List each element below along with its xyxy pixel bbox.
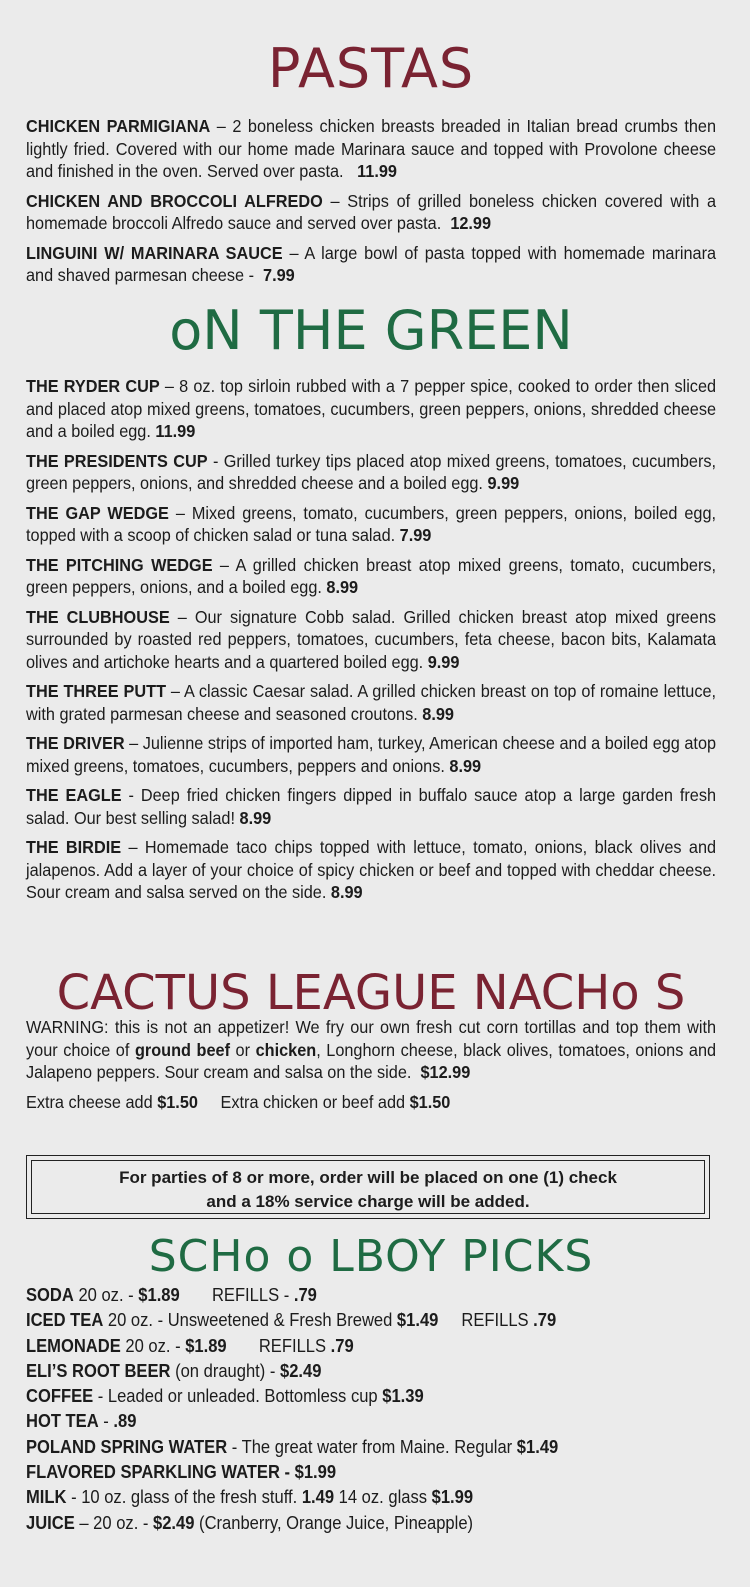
drink-price: $1.49 <box>516 1436 559 1457</box>
extra-cheese-label: Extra cheese add <box>26 1091 158 1112</box>
refill-label: REFILLS <box>461 1310 534 1331</box>
item-price: 8.99 <box>330 882 363 902</box>
item-desc: – Mixed greens, tomato, cucumbers, green peppers, onions, boiled egg, topped with a scoop of chicken salad or tuna salad. <box>26 502 717 545</box>
drink-price: $1.89 <box>185 1335 227 1356</box>
drink-price-2: $1.99 <box>431 1487 474 1508</box>
drink-desc: – 20 oz. - <box>74 1512 154 1533</box>
item-desc: - Deep fried chicken fingers dipped in buffalo sauce atop a large garden fresh salad. Our best selling salad! <box>26 785 717 828</box>
green-list <box>26 375 716 911</box>
nachos-option-beef: ground beef <box>134 1039 231 1060</box>
refill-label: REFILLS - <box>211 1285 294 1305</box>
nachos-title: CACTUS LEAGUE NACHo S <box>56 965 686 1021</box>
drink-price: $2.49 <box>280 1360 322 1381</box>
item-name: THE PRESIDENTS CUP <box>26 450 208 471</box>
drink-price: 1.49 <box>301 1487 335 1508</box>
menu-item <box>26 242 716 287</box>
refill-price: .79 <box>293 1285 317 1305</box>
item-price: 8.99 <box>239 807 272 828</box>
nachos-desc <box>26 1016 716 1084</box>
drink-row-hot-tea <box>26 1409 707 1434</box>
drink-desc: 20 oz. - <box>120 1335 186 1356</box>
drink-row-juice <box>26 1511 707 1536</box>
menu-item <box>26 450 716 495</box>
item-name: CHICKEN PARMIGIANA <box>26 116 211 136</box>
nachos-option-chicken: chicken <box>255 1039 317 1060</box>
item-name: THE PITCHING WEDGE <box>26 554 213 575</box>
item-desc: – Homemade taco chips topped with lettuce, tomato, onions, black olives and jalapenos. Add a layer of your choice of spicy chicken or beef and topped with cheddar cheese. Sour cream and salsa served on the side. <box>26 837 717 902</box>
item-desc: – Our signature Cobb salad. Grilled chicken breast atop mixed greens surrounded by roasted red peppers, tomatoes, cucumbers, feta cheese, bacon bits, Kalamata olives and artichoke hearts and a quartered boiled egg. <box>26 606 717 672</box>
drink-name: ICED TEA <box>26 1310 104 1331</box>
refill-price: .79 <box>533 1310 557 1331</box>
menu-item <box>26 502 716 547</box>
drink-name: POLAND SPRING WATER <box>26 1436 228 1457</box>
drink-desc: 20 oz. - Unsweetened & Fresh Brewed <box>103 1310 397 1331</box>
drink-price: .89 <box>113 1411 137 1432</box>
nachos-block <box>26 1016 716 1120</box>
item-price: 11.99 <box>155 421 196 441</box>
menu-item <box>26 190 716 235</box>
drink-row-coffee <box>26 1384 707 1409</box>
item-price: 8.99 <box>422 703 454 724</box>
item-price: 8.99 <box>449 755 482 776</box>
drink-row-poland-spring <box>26 1435 707 1460</box>
nachos-desc-a: WARNING: this is not an appetizer! We fry our own fresh cut corn tortillas and top them with your choice of <box>26 1017 717 1060</box>
notice-line-1: For parties of 8 or more, order will be placed on one (1) check <box>119 1168 617 1187</box>
item-name: THE EAGLE <box>26 785 122 805</box>
extra-cheese-price: $1.50 <box>157 1091 198 1112</box>
drink-row-soda <box>26 1283 707 1308</box>
item-price: 11.99 <box>357 161 397 181</box>
item-desc: – A large bowl of pasta topped with homemade marinara and shaved parmesan cheese - <box>26 242 717 285</box>
menu-item <box>26 680 716 725</box>
party-notice-box <box>26 1155 710 1219</box>
drink-name: JUICE <box>26 1512 75 1533</box>
item-desc: – Strips of grilled boneless chicken covered with a homemade broccoli Alfredo sauce and served over pasta. <box>26 190 717 233</box>
drink-desc: - <box>98 1411 114 1432</box>
item-name: THE GAP WEDGE <box>26 502 169 523</box>
drink-row-root-beer <box>26 1359 707 1384</box>
drink-desc: - Leaded or unleaded. Bottomless cup <box>93 1386 383 1407</box>
drink-desc-2: 14 oz. glass <box>334 1487 432 1508</box>
item-desc: – 8 oz. top sirloin rubbed with a 7 pepper spice, cooked to order then sliced and placed atop mixed greens, tomatoes, cucumbers, green peppers, onions, shredded cheese and a boiled egg. <box>26 376 717 441</box>
item-desc: – 2 boneless chicken breasts breaded in Italian bread crumbs then lightly fried. Covered with our home made Marinara sauce and topped with Provolone cheese and finished in the oven. Served over pasta. <box>26 116 717 181</box>
drink-price: $1.49 <box>396 1310 439 1331</box>
drink-desc: - <box>279 1462 295 1483</box>
schoolboy-picks-title: SCHo o LBOY PICKS <box>148 1231 594 1282</box>
item-name: THE CLUBHOUSE <box>26 606 170 627</box>
drink-row-iced-tea <box>26 1308 707 1333</box>
drink-desc: 20 oz. - <box>73 1285 139 1305</box>
drink-price: $1.99 <box>294 1462 337 1483</box>
drink-name: HOT TEA <box>26 1411 99 1432</box>
item-price: 8.99 <box>326 577 359 597</box>
drink-name: LEMONADE <box>26 1335 121 1356</box>
item-price: 7.99 <box>399 525 432 545</box>
nachos-desc-b: , Longhorn cheese, black olives, tomatoes, onions and Jalapeno peppers. Sour cream and salsa on the side. <box>26 1039 717 1082</box>
item-price: 9.99 <box>427 651 460 672</box>
item-name: THE RYDER CUP <box>26 376 160 396</box>
nachos-price: $12.99 <box>420 1062 471 1082</box>
drink-name: SODA <box>26 1285 74 1305</box>
drink-price: $1.39 <box>382 1386 424 1407</box>
drink-price: $2.49 <box>153 1512 195 1533</box>
item-name: THE DRIVER <box>26 733 125 753</box>
menu-item <box>26 732 716 777</box>
item-name: THE BIRDIE <box>26 837 122 857</box>
extra-meat-label: Extra chicken or beef add <box>220 1091 410 1112</box>
drink-name: FLAVORED SPARKLING WATER <box>26 1462 280 1483</box>
item-name: CHICKEN AND BROCCOLI ALFREDO <box>26 190 323 211</box>
menu-item <box>26 554 716 599</box>
item-desc: – A classic Caesar salad. A grilled chicken breast on top of romaine lettuce, with grated parmesan cheese and seasoned croutons. <box>26 681 717 724</box>
menu-item <box>26 784 716 829</box>
refill-price: .79 <box>330 1335 354 1356</box>
drink-flavors: (Cranberry, Orange Juice, Pineapple) <box>194 1512 474 1533</box>
on-the-green-title: oN THE GREEN <box>169 299 573 362</box>
refill-label: REFILLS <box>258 1335 331 1356</box>
item-price: 12.99 <box>450 213 492 233</box>
item-price: 7.99 <box>263 265 295 285</box>
drink-desc: - 10 oz. glass of the fresh stuff. <box>66 1487 302 1508</box>
notice-line-2: and a 18% service charge will be added. <box>206 1192 530 1211</box>
pastas-list <box>26 115 716 294</box>
menu-item <box>26 606 716 674</box>
drink-name: COFFEE <box>26 1386 94 1407</box>
nachos-extras <box>26 1091 716 1114</box>
drink-row-sparkling-water <box>26 1460 707 1485</box>
drink-price: $1.89 <box>138 1285 180 1305</box>
drink-desc: (on draught) - <box>170 1360 281 1381</box>
menu-item <box>26 115 716 183</box>
menu-item <box>26 836 716 904</box>
item-price: 9.99 <box>487 473 520 493</box>
item-name: THE THREE PUTT <box>26 681 167 701</box>
pastas-title: PASTAS <box>267 37 475 100</box>
drink-row-milk <box>26 1485 707 1510</box>
drink-name: MILK <box>26 1487 67 1508</box>
item-desc: – A grilled chicken breast atop mixed greens, tomato, cucumbers, green peppers, onions, and a boiled egg. <box>26 554 717 597</box>
drink-row-lemonade <box>26 1334 707 1359</box>
drink-desc: - The great water from Maine. Regular <box>227 1436 517 1457</box>
item-desc: - Grilled turkey tips placed atop mixed greens, tomatoes, cucumbers, green peppers, onions, and shredded cheese and a boiled egg. <box>26 450 717 493</box>
item-name: LINGUINI W/ MARINARA SAUCE <box>26 242 283 263</box>
drink-name: ELI’S ROOT BEER <box>26 1360 171 1381</box>
party-notice-inner <box>31 1160 705 1214</box>
nachos-or: or <box>230 1039 256 1060</box>
menu-item <box>26 375 716 443</box>
extra-meat-price: $1.50 <box>409 1091 451 1112</box>
item-desc: – Julienne strips of imported ham, turkey, American cheese and a boiled egg atop mixed greens, tomatoes, cucumbers, peppers and onions. <box>26 733 717 776</box>
drinks-list <box>26 1283 750 1536</box>
